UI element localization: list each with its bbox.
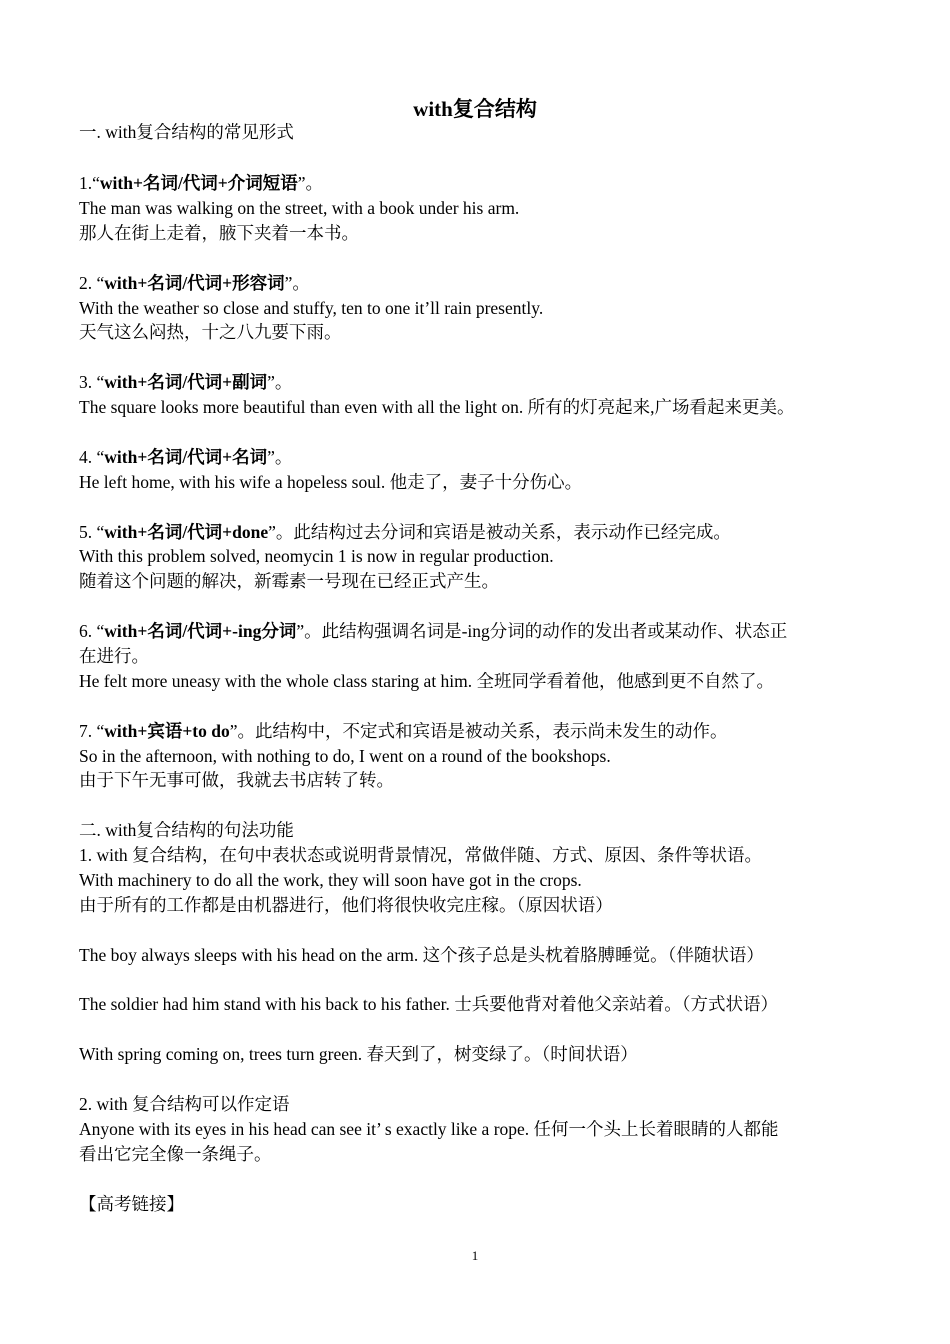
form-2-example-en: With the weather so close and stuffy, ten to one it’ll rain presently. [79, 298, 544, 318]
form-1-example-en: The man was walking on the street, with a book under his arm. [79, 198, 520, 218]
form-2-example-zh: 天气这么闷热，十之八九要下雨。 [79, 322, 342, 342]
function-2-example-line-1: Anyone with its eyes in his head can see it’ s exactly like a rope. 任何一个头上长着眼睛的人都能 [79, 1119, 779, 1139]
form-3-heading: 3. “with+名词/代词+副词”。 [79, 372, 293, 392]
form-5-heading: 5. “with+名词/代词+done”。此结构过去分词和宾语是被动关系，表示动作已经完成。 [79, 522, 731, 542]
function-1-example-4: With spring coming on, trees turn green. 春天到了，树变绿了。（时间状语） [79, 1044, 638, 1064]
form-2-heading: 2. “with+名词/代词+形容词”。 [79, 273, 310, 293]
function-1-example-3: The soldier had him stand with his back to his father. 士兵要他背对着他父亲站着。（方式状语） [79, 994, 778, 1014]
form-5-example-zh: 随着这个问题的解决，新霉素一号现在已经正式产生。 [79, 571, 499, 591]
form-6-example: He felt more uneasy with the whole class staring at him. 全班同学看着他，他感到更不自然了。 [79, 671, 775, 691]
form-4-example: He left home, with his wife a hopeless soul. 他走了，妻子十分伤心。 [79, 472, 583, 492]
page-number: 1 [471, 1248, 479, 1263]
function-1-example-1-en: With machinery to do all the work, they will soon have got in the crops. [79, 870, 582, 890]
form-6-heading: 6. “with+名词/代词+-ing分词”。此结构强调名词是-ing分词的动作的发出者或某动作、状态正 [79, 621, 788, 641]
function-2-intro: 2. with 复合结构可以作定语 [79, 1094, 290, 1114]
form-3-example: The square looks more beautiful than even with all the light on. 所有的灯亮起来,广场看起来更美。 [79, 397, 795, 417]
form-7-example-en: So in the afternoon, with nothing to do, I went on a round of the bookshops. [79, 746, 611, 766]
form-1-heading: 1.“with+名词/代词+介词短语”。 [79, 173, 324, 193]
function-2-example-line-2: 看出它完全像一条绳子。 [79, 1144, 272, 1164]
section-2-heading: 二. with复合结构的句法功能 [79, 820, 294, 840]
form-7-example-zh: 由于下午无事可做，我就去书店转了转。 [79, 770, 394, 790]
form-1-example-zh: 那人在街上走着，腋下夹着一本书。 [79, 223, 359, 243]
form-6-heading-cont: 在进行。 [79, 646, 149, 666]
function-1-example-2: The boy always sleeps with his head on the arm. 这个孩子总是头枕着胳膊睡觉。（伴随状语） [79, 945, 764, 965]
form-5-example-en: With this problem solved, neomycin 1 is now in regular production. [79, 546, 554, 566]
function-1-example-1-zh: 由于所有的工作都是由机器进行，他们将很快收完庄稼。（原因状语） [79, 895, 613, 915]
section-1-heading: 一. with复合结构的常见形式 [79, 122, 294, 142]
form-7-heading: 7. “with+宾语+to do”。此结构中，不定式和宾语是被动关系，表示尚未发生的动作。 [79, 721, 728, 741]
form-4-heading: 4. “with+名词/代词+名词”。 [79, 447, 293, 467]
gaokao-link-heading: 【高考链接】 [79, 1194, 184, 1214]
function-1-intro: 1. with 复合结构，在句中表状态或说明背景情况，常做伴随、方式、原因、条件等状语。 [79, 845, 762, 865]
document-title: with复合结构 [413, 97, 537, 121]
